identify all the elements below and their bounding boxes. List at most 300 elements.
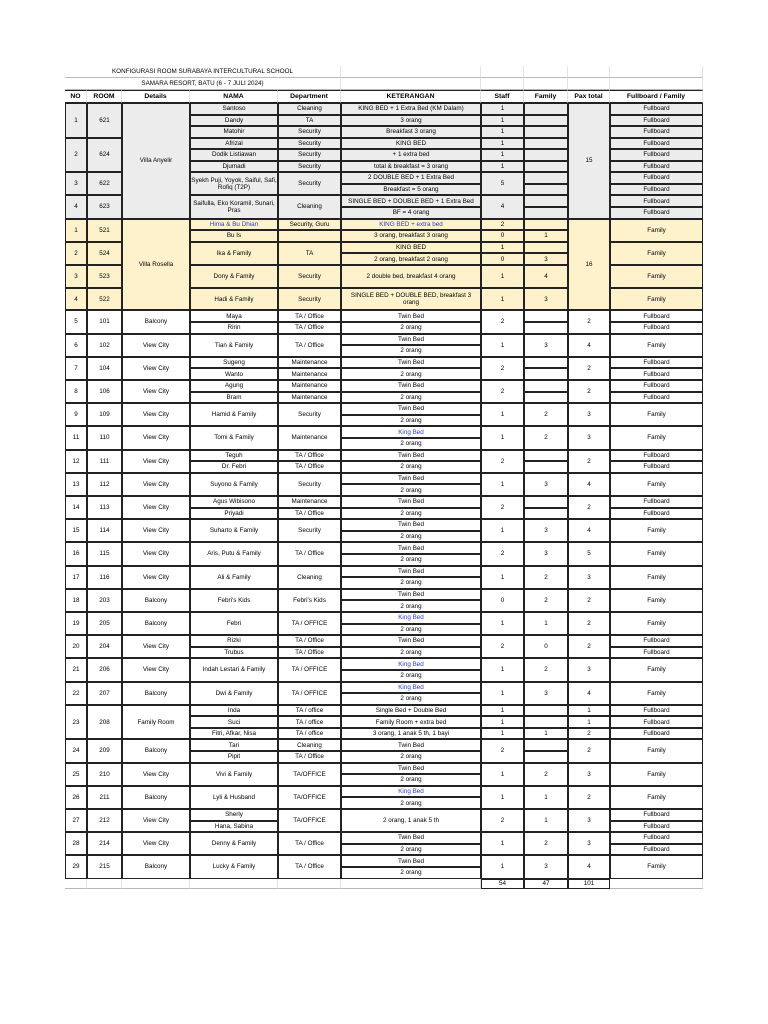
cell-ket[interactable]: Twin Bed (341, 763, 481, 775)
cell-family[interactable]: 1 (524, 230, 568, 242)
cell-nama[interactable]: Afrizal (190, 138, 278, 150)
cell-dept[interactable]: TA / Office (278, 322, 341, 334)
cell-nama[interactable]: Dodik Listiawan (190, 149, 278, 161)
cell-nama[interactable]: Aris, Putu & Family (190, 542, 278, 565)
column-header-family[interactable]: Family (524, 90, 568, 103)
cell-staff[interactable]: 1 (481, 728, 524, 740)
cell-pax[interactable]: 2 (568, 786, 610, 809)
cell-dept[interactable]: TA / Office (278, 855, 341, 878)
cell-staff[interactable]: 0 (481, 253, 524, 265)
cell-dept[interactable]: Security (278, 403, 341, 426)
cell-pax[interactable]: 4 (568, 334, 610, 357)
cell-room[interactable]: 214 (87, 832, 122, 855)
cell-ket[interactable]: Breakfast 3 orang (341, 126, 481, 138)
cell-no[interactable]: 17 (65, 566, 87, 589)
cell-nama[interactable]: Suci (190, 716, 278, 728)
cell-nama[interactable]: Febri (190, 612, 278, 635)
cell-staff[interactable]: 1 (481, 716, 524, 728)
cell-family[interactable] (524, 496, 568, 508)
cell-ket[interactable]: Twin Bed (341, 357, 481, 369)
cell-fb[interactable]: Fullboard (610, 635, 703, 647)
cell-details[interactable]: View City (122, 403, 190, 426)
cell-no[interactable]: 2 (65, 138, 87, 173)
cell-fb[interactable]: Fullboard (610, 832, 703, 844)
cell-dept[interactable]: TA / Office (278, 508, 341, 520)
cell-family[interactable]: 2 (524, 403, 568, 426)
cell-staff[interactable]: 1 (481, 103, 524, 115)
cell-family[interactable]: 3 (524, 682, 568, 705)
cell-ket[interactable]: 2 orang (341, 345, 481, 357)
cell-fb[interactable]: Fullboard (610, 392, 703, 404)
cell-family[interactable] (524, 508, 568, 520)
cell-family[interactable] (524, 322, 568, 334)
cell-fb[interactable]: Fullboard (610, 508, 703, 520)
cell-fb[interactable]: Fullboard (610, 184, 703, 196)
cell-family[interactable] (524, 751, 568, 763)
cell-ket[interactable]: 2 orang (341, 751, 481, 763)
cell-room[interactable]: 623 (87, 195, 122, 218)
cell-staff[interactable]: 1 (481, 566, 524, 589)
cell-room[interactable]: 204 (87, 635, 122, 658)
cell-nama[interactable]: Tari (190, 739, 278, 751)
cell-room[interactable]: 521 (87, 219, 122, 242)
cell-dept[interactable]: TA / office (278, 728, 341, 740)
cell-room[interactable]: 212 (87, 809, 122, 832)
cell-no[interactable]: 16 (65, 542, 87, 565)
cell-ket[interactable]: 2 orang (341, 797, 481, 809)
cell-ket[interactable]: 2 orang (341, 774, 481, 786)
cell-fb[interactable]: Fullboard (610, 368, 703, 380)
cell-fb[interactable]: Family (610, 542, 703, 565)
cell-no[interactable]: 8 (65, 380, 87, 403)
cell-room[interactable]: 207 (87, 682, 122, 705)
cell-fb[interactable]: Family (610, 589, 703, 612)
cell-pax[interactable]: 3 (568, 809, 610, 832)
cell-family[interactable] (524, 195, 568, 207)
cell-nama[interactable]: Syekh Puji, Yoyok, Saiful, Safi, Rofiq (T2P) (190, 172, 278, 195)
cell-room[interactable]: 215 (87, 855, 122, 878)
cell-room[interactable]: 111 (87, 450, 122, 473)
cell-staff[interactable]: 1 (481, 334, 524, 357)
cell-nama[interactable]: Dwi & Family (190, 682, 278, 705)
cell-no[interactable]: 5 (65, 310, 87, 333)
cell-details[interactable]: View City (122, 809, 190, 832)
cell-details[interactable]: Balcony (122, 786, 190, 809)
cell-fb[interactable]: Fullboard (610, 195, 703, 207)
cell-nama[interactable]: Hima & Bu Dhian (190, 219, 278, 231)
cell-dept[interactable]: Security (278, 149, 341, 161)
column-header-details[interactable]: Details (122, 90, 190, 103)
cell-dept[interactable]: Maintenance (278, 496, 341, 508)
cell-family[interactable] (524, 115, 568, 127)
cell-nama[interactable]: Priyadi (190, 508, 278, 520)
cell-staff[interactable]: 1 (481, 265, 524, 288)
cell-details[interactable]: View City (122, 519, 190, 542)
cell-no[interactable]: 12 (65, 450, 87, 473)
cell-ket[interactable]: Twin Bed (341, 566, 481, 578)
cell-ket[interactable]: Twin Bed (341, 542, 481, 554)
cell-dept[interactable]: Security (278, 288, 341, 311)
cell-fb[interactable]: Family (610, 288, 703, 311)
cell-staff[interactable]: 2 (481, 496, 524, 519)
cell-room[interactable]: 206 (87, 658, 122, 681)
cell-pax[interactable]: 16 (568, 219, 610, 311)
cell-nama[interactable]: Ali & Family (190, 566, 278, 589)
cell-staff[interactable]: 2 (481, 357, 524, 380)
cell-family[interactable] (524, 103, 568, 115)
cell-family[interactable]: 0 (524, 635, 568, 658)
cell-ket[interactable]: KING BED + extra bed (341, 219, 481, 231)
cell-pax[interactable]: 1 (568, 716, 610, 728)
cell-details[interactable]: View City (122, 334, 190, 357)
cell-ket[interactable]: 2 orang (341, 577, 481, 589)
cell-dept[interactable]: Security (278, 161, 341, 173)
cell-room[interactable]: 115 (87, 542, 122, 565)
cell-nama[interactable]: Fitri, Afkar, Nisa (190, 728, 278, 740)
cell-dept[interactable]: TA / OFFICE (278, 658, 341, 681)
cell-nama[interactable]: Inda (190, 705, 278, 717)
cell-staff[interactable]: 2 (481, 450, 524, 473)
cell-no[interactable]: 26 (65, 786, 87, 809)
cell-fb[interactable]: Family (610, 786, 703, 809)
cell-dept[interactable]: Security (278, 172, 341, 195)
cell-no[interactable]: 1 (65, 219, 87, 242)
cell-pax[interactable]: 3 (568, 426, 610, 449)
cell-dept[interactable]: TA / Office (278, 635, 341, 647)
cell-room[interactable]: 104 (87, 357, 122, 380)
cell-fb[interactable]: Fullboard (610, 161, 703, 173)
cell-ket[interactable]: 2 orang (341, 415, 481, 427)
cell-ket[interactable]: SINGLE BED + DOUBLE BED, breakfast 3 orang (341, 288, 481, 311)
cell-fb[interactable]: Fullboard (610, 728, 703, 740)
cell-staff[interactable]: 1 (481, 832, 524, 855)
cell-dept[interactable]: Security (278, 519, 341, 542)
cell-family[interactable]: 3 (524, 519, 568, 542)
cell-pax[interactable]: 3 (568, 566, 610, 589)
cell-pax[interactable]: 15 (568, 103, 610, 219)
cell-ket[interactable]: Twin Bed (341, 473, 481, 485)
cell-nama[interactable]: Hamid & Family (190, 403, 278, 426)
cell-ket[interactable]: KING BED (341, 138, 481, 150)
cell-family[interactable]: 2 (524, 763, 568, 786)
cell-fb[interactable]: Fullboard (610, 380, 703, 392)
cell-staff[interactable]: 1 (481, 138, 524, 150)
cell-family[interactable] (524, 392, 568, 404)
cell-staff[interactable]: 2 (481, 380, 524, 403)
cell-pax[interactable]: 2 (568, 357, 610, 380)
cell-nama[interactable]: Agung (190, 380, 278, 392)
cell-dept[interactable]: Security (278, 138, 341, 150)
cell-staff[interactable]: 1 (481, 705, 524, 717)
cell-nama[interactable]: Rizki (190, 635, 278, 647)
cell-fb[interactable]: Family (610, 566, 703, 589)
cell-details[interactable]: View City (122, 357, 190, 380)
cell-staff[interactable]: 2 (481, 635, 524, 658)
cell-dept[interactable]: Cleaning (278, 103, 341, 115)
cell-staff[interactable]: 1 (481, 242, 524, 254)
cell-family[interactable] (524, 450, 568, 462)
cell-ket[interactable]: 3 orang, 1 anak 5 th, 1 bayi (341, 728, 481, 740)
cell-details[interactable]: Villa Rosella (122, 219, 190, 311)
cell-no[interactable]: 1 (65, 103, 87, 138)
cell-no[interactable]: 4 (65, 195, 87, 218)
cell-pax[interactable]: 3 (568, 403, 610, 426)
cell-ket[interactable]: 2 orang (341, 368, 481, 380)
cell-no[interactable]: 4 (65, 288, 87, 311)
cell-fb[interactable]: Fullboard (610, 103, 703, 115)
cell-staff[interactable]: 1 (481, 149, 524, 161)
cell-nama[interactable]: Agus Wibisono (190, 496, 278, 508)
cell-ket[interactable]: Single Bed + Double Bed (341, 705, 481, 717)
cell-ket[interactable]: 2 orang (341, 508, 481, 520)
cell-ket[interactable]: 2 orang (341, 844, 481, 856)
cell-staff[interactable]: 1 (481, 855, 524, 878)
cell-fb[interactable]: Family (610, 219, 703, 242)
cell-dept[interactable]: TA / Office (278, 310, 341, 322)
cell-pax[interactable]: 2 (568, 310, 610, 333)
column-header-staff[interactable]: Staff (481, 90, 524, 103)
cell-details[interactable]: View City (122, 635, 190, 658)
cell-nama[interactable]: Hadi & Family (190, 288, 278, 311)
cell-ket[interactable]: 2 orang (341, 867, 481, 879)
cell-no[interactable]: 7 (65, 357, 87, 380)
cell-dept[interactable]: TA / office (278, 716, 341, 728)
cell-family[interactable]: 2 (524, 658, 568, 681)
cell-staff[interactable]: 1 (481, 403, 524, 426)
cell-dept[interactable]: Maintenance (278, 357, 341, 369)
cell-family[interactable] (524, 739, 568, 751)
cell-staff[interactable]: 1 (481, 115, 524, 127)
cell-fb[interactable]: Fullboard (610, 450, 703, 462)
cell-pax[interactable]: 2 (568, 739, 610, 762)
cell-ket[interactable]: Twin Bed (341, 380, 481, 392)
cell-nama[interactable]: Ririn (190, 322, 278, 334)
cell-no[interactable]: 24 (65, 739, 87, 762)
cell-ket[interactable]: 2 orang (341, 484, 481, 496)
cell-details[interactable]: Balcony (122, 855, 190, 878)
cell-staff[interactable]: 0 (481, 589, 524, 612)
cell-pax[interactable]: 2 (568, 612, 610, 635)
cell-no[interactable]: 19 (65, 612, 87, 635)
cell-nama[interactable]: Sugeng (190, 357, 278, 369)
cell-fb[interactable]: Family (610, 658, 703, 681)
column-header-room[interactable]: ROOM (87, 90, 122, 103)
cell-staff[interactable]: 1 (481, 161, 524, 173)
cell-nama[interactable]: Ika & Family (190, 242, 278, 265)
cell-room[interactable]: 116 (87, 566, 122, 589)
cell-family[interactable]: 3 (524, 855, 568, 878)
cell-nama[interactable]: Maya (190, 310, 278, 322)
cell-no[interactable]: 3 (65, 265, 87, 288)
cell-ket[interactable]: King Bed (341, 426, 481, 438)
cell-no[interactable]: 15 (65, 519, 87, 542)
cell-nama[interactable]: Vivi & Family (190, 763, 278, 786)
cell-fb[interactable]: Fullboard (610, 647, 703, 659)
cell-room[interactable]: 114 (87, 519, 122, 542)
cell-staff[interactable]: 0 (481, 230, 524, 242)
cell-room[interactable]: 622 (87, 172, 122, 195)
cell-ket[interactable]: 3 orang (341, 115, 481, 127)
cell-family[interactable] (524, 207, 568, 219)
cell-ket[interactable]: King Bed (341, 612, 481, 624)
cell-room[interactable]: 102 (87, 334, 122, 357)
cell-dept[interactable]: TA / Office (278, 647, 341, 659)
cell-nama[interactable]: Trubus (190, 647, 278, 659)
cell-dept[interactable]: Security, Guru (278, 219, 341, 231)
cell-details[interactable]: View City (122, 658, 190, 681)
cell-pax[interactable]: 2 (568, 450, 610, 473)
cell-dept[interactable]: TA / OFFICE (278, 612, 341, 635)
cell-nama[interactable]: Indah Lestari & Family (190, 658, 278, 681)
cell-fb[interactable]: Fullboard (610, 821, 703, 833)
cell-staff[interactable]: 1 (481, 519, 524, 542)
cell-dept[interactable]: TA / Office (278, 461, 341, 473)
cell-ket[interactable]: Twin Bed (341, 832, 481, 844)
cell-details[interactable]: Balcony (122, 739, 190, 762)
cell-staff[interactable]: 1 (481, 763, 524, 786)
cell-ket[interactable]: 2 orang (341, 647, 481, 659)
cell-fb[interactable]: Fullboard (610, 705, 703, 717)
cell-fb[interactable]: Family (610, 265, 703, 288)
cell-no[interactable]: 3 (65, 172, 87, 195)
cell-fb[interactable]: Family (610, 519, 703, 542)
cell-ket[interactable]: 2 orang (341, 624, 481, 636)
cell-dept[interactable]: Maintenance (278, 392, 341, 404)
cell-family[interactable]: 3 (524, 253, 568, 265)
cell-room[interactable]: 112 (87, 473, 122, 496)
cell-dept[interactable]: TA (278, 115, 341, 127)
cell-ket[interactable]: 2 DOUBLE BED + 1 Extra Bed (341, 172, 481, 184)
cell-family[interactable]: 3 (524, 542, 568, 565)
cell-ket[interactable]: King Bed (341, 786, 481, 798)
cell-fb[interactable]: Fullboard (610, 310, 703, 322)
cell-family[interactable]: 2 (524, 566, 568, 589)
cell-ket[interactable]: 3 orang, breakfast 3 orang (341, 230, 481, 242)
cell-dept[interactable]: Security (278, 265, 341, 288)
cell-staff[interactable]: 2 (481, 310, 524, 333)
cell-staff[interactable]: 1 (481, 288, 524, 311)
cell-dept[interactable]: Maintenance (278, 426, 341, 449)
cell-nama[interactable]: Lucky & Family (190, 855, 278, 878)
cell-staff[interactable]: 2 (481, 739, 524, 762)
cell-no[interactable]: 13 (65, 473, 87, 496)
cell-family[interactable] (524, 705, 568, 717)
cell-nama[interactable]: Saifulla, Eko Koramil, Sunari, Pras (190, 195, 278, 218)
cell-fb[interactable]: Family (610, 426, 703, 449)
cell-ket[interactable]: Twin Bed (341, 739, 481, 751)
column-header-nama[interactable]: NAMA (190, 90, 278, 103)
cell-staff[interactable]: 5 (481, 172, 524, 195)
cell-no[interactable]: 28 (65, 832, 87, 855)
cell-dept[interactable]: TA/OFFICE (278, 786, 341, 809)
cell-room[interactable]: 524 (87, 242, 122, 265)
cell-nama[interactable]: Hana, Sabina (190, 821, 278, 833)
cell-pax[interactable]: 4 (568, 682, 610, 705)
cell-ket[interactable]: 2 orang (341, 600, 481, 612)
cell-dept[interactable]: TA / Office (278, 542, 341, 565)
cell-fb[interactable]: Fullboard (610, 461, 703, 473)
cell-ket[interactable]: 2 orang (341, 461, 481, 473)
cell-nama[interactable]: Djumadi (190, 161, 278, 173)
cell-family[interactable] (524, 138, 568, 150)
cell-details[interactable]: Balcony (122, 589, 190, 612)
cell-no[interactable]: 6 (65, 334, 87, 357)
column-header-no[interactable]: NO (65, 90, 87, 103)
cell-room[interactable]: 101 (87, 310, 122, 333)
cell-no[interactable]: 9 (65, 403, 87, 426)
cell-ket[interactable]: 2 orang (341, 693, 481, 705)
column-header-dept[interactable]: Department (278, 90, 341, 103)
cell-ket[interactable]: King Bed (341, 682, 481, 694)
cell-family[interactable] (524, 380, 568, 392)
cell-family[interactable]: 4 (524, 265, 568, 288)
cell-no[interactable]: 25 (65, 763, 87, 786)
cell-dept[interactable]: Security (278, 473, 341, 496)
cell-fb[interactable]: Family (610, 334, 703, 357)
cell-pax[interactable]: 2 (568, 496, 610, 519)
cell-details[interactable]: Balcony (122, 682, 190, 705)
cell-nama[interactable]: Lyli & Husband (190, 786, 278, 809)
cell-nama[interactable]: Sherly (190, 809, 278, 821)
cell-family[interactable]: 1 (524, 786, 568, 809)
cell-room[interactable]: 203 (87, 589, 122, 612)
cell-dept[interactable]: TA / Office (278, 450, 341, 462)
cell-nama[interactable]: Santoso (190, 103, 278, 115)
cell-details[interactable]: Family Room (122, 705, 190, 740)
cell-ket[interactable]: 2 orang (341, 322, 481, 334)
cell-ket[interactable]: Breakfast = 5 orang (341, 184, 481, 196)
cell-staff[interactable]: 2 (481, 809, 524, 832)
cell-ket[interactable]: Twin Bed (341, 496, 481, 508)
cell-fb[interactable]: Family (610, 473, 703, 496)
cell-ket[interactable]: Twin Bed (341, 589, 481, 601)
cell-ket[interactable]: Twin Bed (341, 635, 481, 647)
cell-family[interactable] (524, 242, 568, 254)
cell-fb[interactable]: Family (610, 242, 703, 265)
cell-pax[interactable]: 2 (568, 635, 610, 658)
cell-nama[interactable]: Dony & Family (190, 265, 278, 288)
cell-pax[interactable]: 2 (568, 728, 610, 740)
cell-family[interactable] (524, 161, 568, 173)
cell-dept[interactable]: TA / Office (278, 832, 341, 855)
cell-room[interactable]: 109 (87, 403, 122, 426)
cell-dept[interactable]: TA/OFFICE (278, 763, 341, 786)
cell-family[interactable]: 2 (524, 589, 568, 612)
cell-dept[interactable]: Cleaning (278, 195, 341, 218)
cell-dept[interactable]: TA / office (278, 705, 341, 717)
cell-dept[interactable]: Cleaning (278, 566, 341, 589)
cell-family[interactable] (524, 219, 568, 231)
cell-dept[interactable]: Cleaning (278, 739, 341, 751)
cell-ket[interactable]: Twin Bed (341, 334, 481, 346)
cell-family[interactable]: 1 (524, 809, 568, 832)
cell-nama[interactable]: Febri's Kids (190, 589, 278, 612)
cell-ket[interactable]: Twin Bed (341, 310, 481, 322)
cell-dept[interactable]: TA / OFFICE (278, 682, 341, 705)
cell-family[interactable] (524, 310, 568, 322)
cell-ket[interactable]: Twin Bed (341, 403, 481, 415)
cell-fb[interactable]: Fullboard (610, 149, 703, 161)
cell-ket[interactable]: 2 orang (341, 531, 481, 543)
cell-ket[interactable]: Family Room + extra bed (341, 716, 481, 728)
cell-ket[interactable]: 2 orang (341, 438, 481, 450)
column-header-fb[interactable]: Fullboard / Family (610, 90, 703, 103)
cell-fb[interactable]: Fullboard (610, 496, 703, 508)
cell-fb[interactable]: Fullboard (610, 716, 703, 728)
cell-staff[interactable]: 1 (481, 612, 524, 635)
cell-room[interactable]: 113 (87, 496, 122, 519)
cell-details[interactable]: Balcony (122, 310, 190, 333)
